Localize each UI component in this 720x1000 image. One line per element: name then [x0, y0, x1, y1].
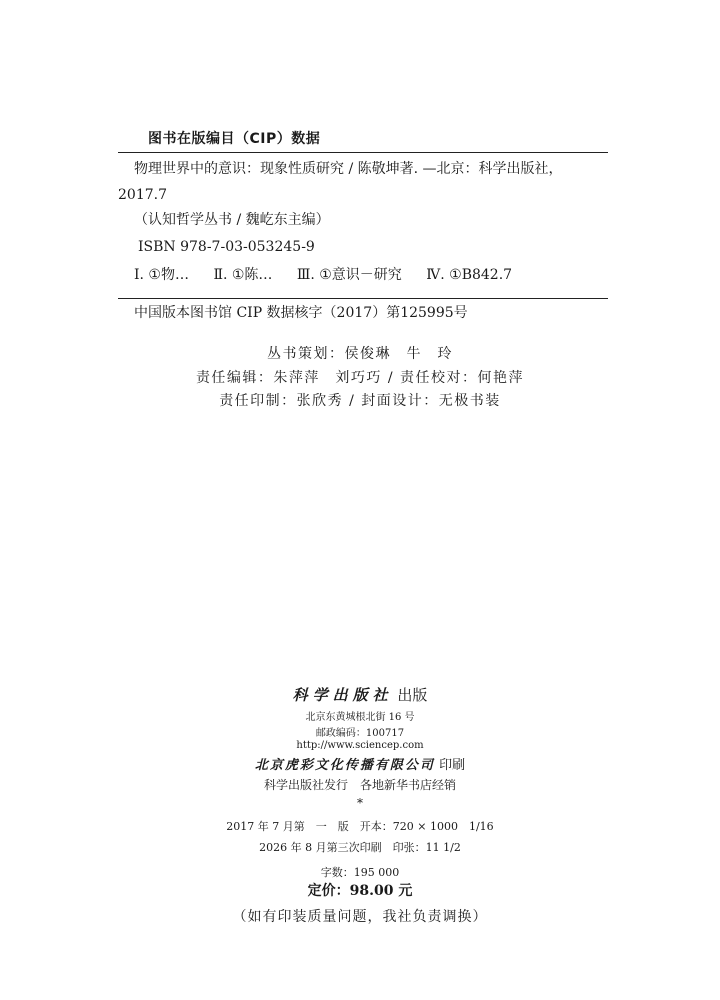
cip-isbn-line: ISBN 978-7-03-053245-9	[138, 239, 315, 255]
classification-item: Ⅱ. ①陈…	[213, 267, 273, 283]
distribution-line: 科学出版社发行 各地新华书店经销	[263, 778, 456, 792]
edition-line: 2017 年 7 月第 一 版 开本：720 × 1000 1/16	[226, 820, 494, 833]
cip-series-line: （认知哲学丛书 / 魏屹东主编）	[134, 212, 330, 228]
series-planning-credit: 丛书策划：侯俊琳 牛 玲	[267, 346, 453, 362]
printer-suffix: 印刷	[439, 758, 466, 773]
cip-year-line: 2017.7	[118, 187, 167, 203]
classification-item: Ⅳ. ①B842.7	[426, 267, 513, 283]
quality-notice: （如有印装质量问题，我社负责调换）	[232, 909, 488, 925]
classification-item: Ⅲ. ①意识－研究	[296, 267, 402, 283]
print-design-credit: 责任印制：张欣秀 / 封面设计：无极书装	[219, 393, 501, 409]
word-count: 字数：195 000	[320, 866, 400, 879]
price: 定价：98.00 元	[307, 883, 413, 899]
publisher-postcode: 邮政编码：100717	[315, 728, 405, 739]
publisher-logotype: 科学出版社	[292, 686, 393, 704]
cip-heading: 图书在版编目（CIP）数据	[148, 131, 321, 147]
printing-line: 2026 年 8 月第三次印刷 印张：11 1/2	[259, 841, 461, 854]
cip-title-line: 物理世界中的意识：现象性质研究 / 陈敬坤著. —北京：科学出版社，	[134, 161, 563, 177]
cip-bottom-rule	[118, 298, 608, 299]
separator-star: *	[357, 796, 363, 810]
cip-top-rule	[118, 152, 608, 153]
editors-credit: 责任编辑：朱萍萍 刘巧巧 / 责任校对：何艳萍	[195, 370, 525, 386]
publisher-suffix: 出版	[397, 686, 428, 704]
cip-number-line: 中国版本图书馆 CIP 数据核字（2017）第125995号	[134, 305, 468, 321]
publisher-line	[0, 684, 720, 705]
printer-logotype: 北京虎彩文化传播有限公司	[254, 758, 435, 773]
publisher-url: http://www.sciencep.com	[296, 740, 424, 751]
classification-item: Ⅰ. ①物…	[134, 267, 189, 283]
printer-line	[0, 754, 720, 773]
cip-classification-line	[134, 266, 532, 284]
publisher-address: 北京东黄城根北街 16 号	[305, 712, 415, 723]
